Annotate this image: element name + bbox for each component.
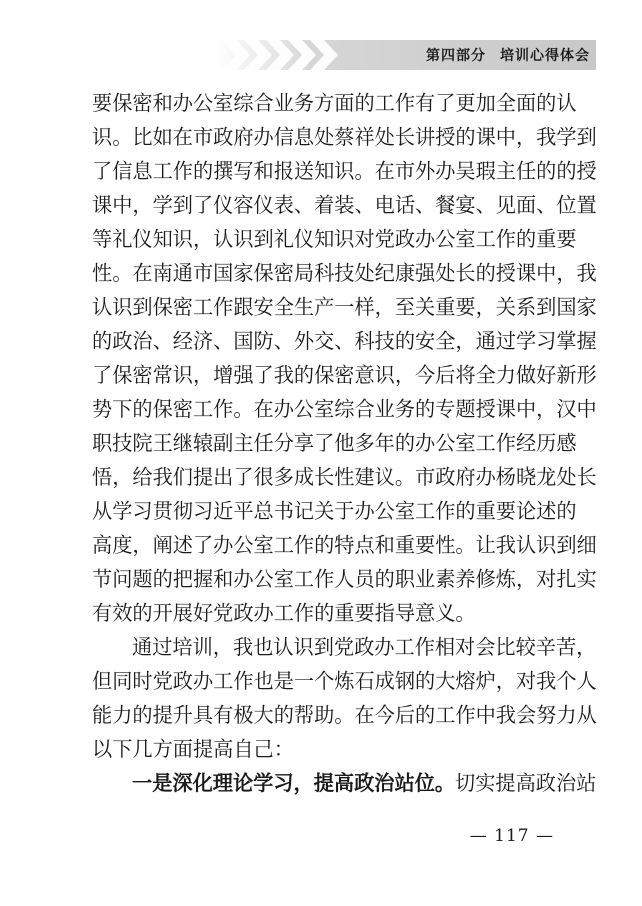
bold-lead: 一是深化理论学习，提高政治站位。 [132, 771, 456, 795]
text-line: 性。在南通市国家保密局科技处纪康强处长的授课中，我 [92, 261, 597, 285]
paragraph-3 [92, 766, 597, 800]
text-line: 悟，给我们提出了很多成长性建议。市政府办杨晓龙处长 [92, 465, 597, 489]
text-line: 识。比如在市政府办信息处蔡祥处长讲授的课中，我学到 [92, 125, 597, 149]
text-line: 课中，学到了仪容仪表、着装、电话、餐宴、见面、位置 [92, 193, 597, 217]
text-line: 通过培训，我也认识到党政办工作相对会比较辛苦， [132, 635, 597, 659]
text-line: 能力的提升具有极大的帮助。在今后的工作中我会努力从 [92, 703, 597, 727]
header-part: 第四部分 [426, 48, 486, 64]
text-line: 节问题的把握和办公室工作人员的职业素养修炼，对扎实 [92, 567, 597, 591]
text-line: 高度，阐述了办公室工作的特点和重要性。让我认识到细 [92, 533, 597, 557]
body-text [92, 86, 597, 800]
lead-continuation: 切实提高政治站 [455, 771, 597, 795]
text-line: 的政治、经济、国防、外交、科技的安全，通过学习掌握 [92, 329, 597, 353]
text-line [92, 766, 597, 800]
text-line: 势下的保密工作。在办公室综合业务的专题授课中，汉中 [92, 397, 597, 421]
running-header [216, 40, 596, 70]
header-label [426, 45, 590, 65]
page-number: — 117 — [469, 826, 554, 846]
paragraph-2 [92, 630, 597, 766]
text-line: 了保密常识，增强了我的保密意识，今后将全力做好新形 [92, 363, 597, 387]
text-line: 但同时党政办工作也是一个炼石成钢的大熔炉，对我个人 [92, 669, 597, 693]
paragraph-1 [92, 86, 597, 630]
text-line: 职技院王继辕副主任分享了他多年的办公室工作经历感 [92, 431, 577, 455]
text-line: 等礼仪知识，认识到礼仪知识对党政办公室工作的重要 [92, 227, 577, 251]
text-line: 从学习贯彻习近平总书记关于办公室工作的重要论述的 [92, 499, 577, 523]
header-title: 培训心得体会 [500, 48, 590, 64]
text-line: 有效的开展好党政办工作的重要指导意义。 [92, 601, 476, 625]
text-line: 以下几方面提高自己： [92, 737, 294, 761]
text-line: 认识到保密工作跟安全生产一样，至关重要，关系到国家 [92, 295, 597, 319]
text-line: 了信息工作的撰写和报送知识。在市外办吴瑕主任的的授 [92, 159, 597, 183]
text-line: 要保密和办公室综合业务方面的工作有了更加全面的认 [92, 91, 577, 115]
